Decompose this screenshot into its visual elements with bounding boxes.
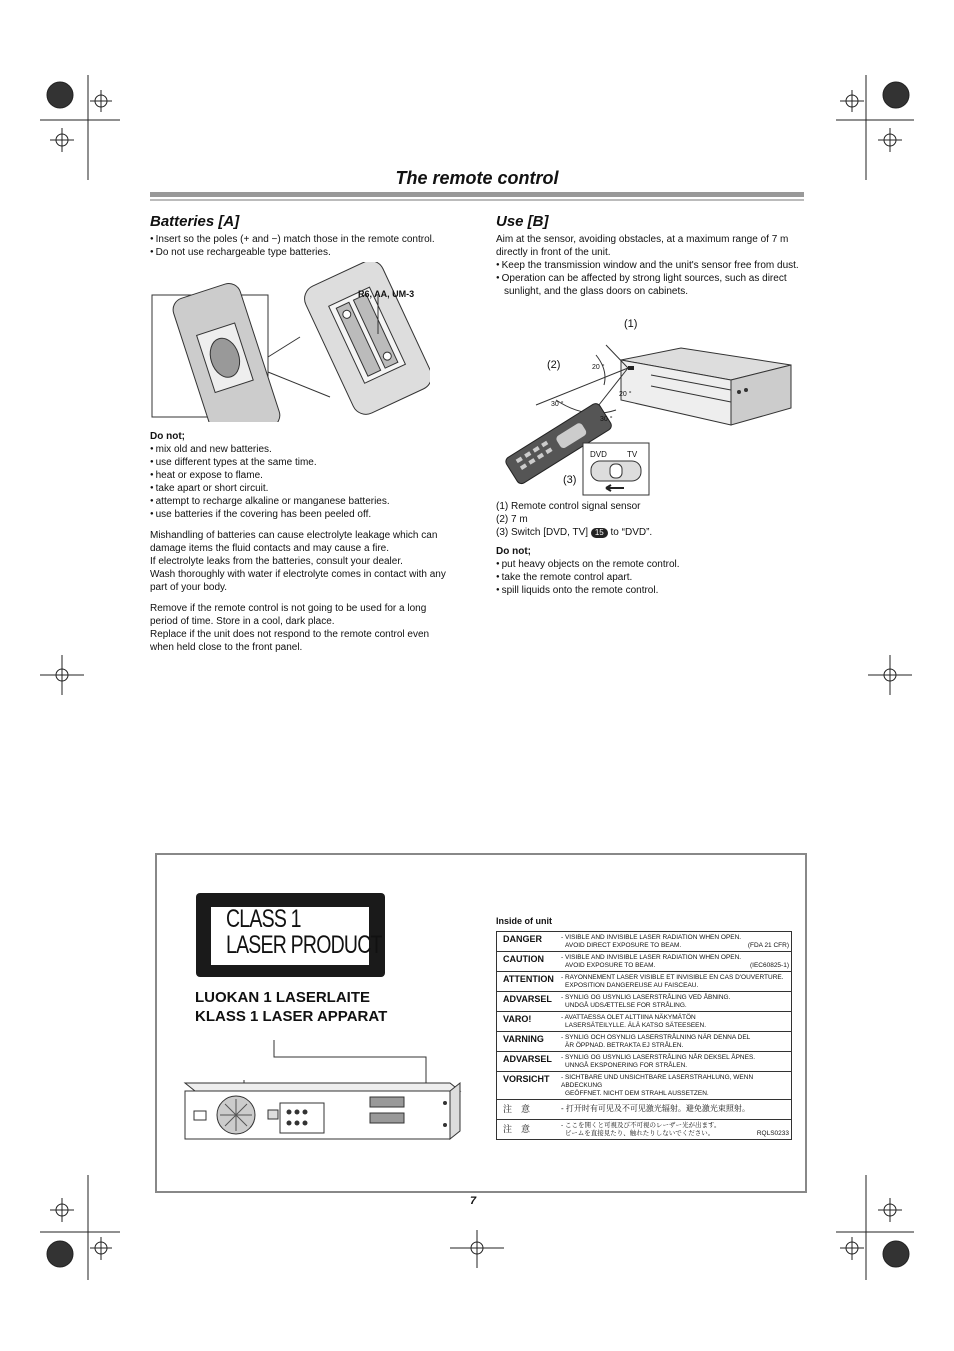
page-number: 7: [470, 1195, 477, 1207]
warning-ref: (FDA 21 CFR): [747, 942, 789, 949]
warning-line: GEÖFFNET. NICHT DEM STRAHL AUSSETZEN.: [565, 1090, 709, 1097]
warning-line: - RAYONNEMENT LASER VISIBLE ET INVISIBLE EN CAS D'OUVERTURE.: [561, 974, 784, 981]
switch-dvd-label: DVD: [590, 450, 607, 459]
warning-line: EXPOSITION DANGEREUSE AU FAISCEAU.: [565, 982, 699, 989]
laser-warning-table: [496, 931, 792, 1140]
warning-label: VARO!: [503, 1014, 532, 1024]
page-ref-badge: 15: [591, 528, 608, 538]
warning-line: ビームを直接見たり、触れたりしないでください。: [565, 1130, 715, 1137]
warning-line: - VISIBLE AND INVISIBLE LASER RADIATION WHEN OPEN.: [561, 934, 742, 941]
laser-class-line2: LASER PRODUCT: [226, 931, 382, 959]
use-do-not-1: ● put heavy objects on the remote control.: [496, 558, 806, 571]
batteries-para2-l2: period of time. Store in a cool, dark place.: [150, 616, 335, 627]
warning-line: AVOID DIRECT EXPOSURE TO BEAM.: [565, 942, 682, 949]
unit-rear-panel: [180, 1035, 465, 1145]
warning-label: CAUTION: [503, 954, 544, 964]
warning-label: VARNING: [503, 1034, 544, 1044]
remote-use-illustration: [496, 330, 796, 500]
batteries-para2-l3: Replace if the unit does not respond to the remote control even: [150, 629, 430, 640]
legend-3-pre: (3) Switch [DVD, TV]: [496, 527, 589, 538]
angle-label-3: 30 °: [551, 401, 564, 408]
use-do-not-heading: Do not;: [496, 546, 531, 557]
warning-line: - SYNLIG OG USYNLIG LASERSTRÅLING NÅR DEKSEL ÅPNES.: [561, 1054, 756, 1061]
laser-class-translations: [195, 988, 387, 1026]
callout-3: (3): [563, 474, 577, 486]
warning-line: AVOID EXPOSURE TO BEAM.: [565, 962, 656, 969]
warning-line: - 打开时有可见及不可见激光辐射。避免激光束照射。: [561, 1104, 750, 1113]
switch-tv-label: TV: [627, 450, 638, 459]
warning-line: UNNGÅ EKSPONERING FOR STRÅLEN.: [565, 1062, 688, 1069]
klass-text: KLASS 1 LASER APPARAT: [195, 1008, 388, 1025]
legend-3: [496, 526, 806, 539]
angle-label-2: 20 °: [619, 391, 632, 398]
batteries-para2-l1: Remove if the remote control is not going to be used for a long: [150, 603, 427, 614]
legend-2: (2) 7 m: [496, 514, 528, 525]
batteries-do-not: [150, 430, 470, 654]
angle-label-1: 20 °: [592, 364, 605, 371]
warning-row: [497, 1052, 791, 1072]
warning-row: [497, 1072, 791, 1100]
batteries-do-not-heading: Do not;: [150, 431, 185, 442]
use-do-not-2: ● take the remote control apart.: [496, 571, 806, 584]
warning-line: - VISIBLE AND INVISIBLE LASER RADIATION WHEN OPEN.: [561, 954, 742, 961]
warning-line: - AVATTAESSA OLET ALTTIINA NÄKYMÄTÖN: [561, 1014, 696, 1021]
batteries-para1-l3: If electrolyte leaks from the batteries, consult your dealer.: [150, 556, 403, 567]
warning-label: ADVARSEL: [503, 994, 552, 1004]
warning-label: DANGER: [503, 934, 543, 944]
batteries-bullet-2: ● Do not use rechargeable type batteries.: [150, 246, 470, 259]
warning-row: [497, 932, 791, 952]
use-bullet-1: ● Keep the transmission window and the unit's sensor free from dust.: [496, 259, 806, 272]
battery-type-label: R6, AA, UM-3: [358, 289, 415, 299]
warning-row: [497, 1120, 791, 1139]
batteries-do-not-3: ● heat or expose to flame.: [150, 469, 470, 482]
laser-class-line1: CLASS 1: [226, 905, 301, 933]
use-bullet-2: ● Operation can be affected by strong light sources, such as direct sunlight, and the glass doors on cabinets.: [496, 272, 806, 298]
laser-class-text: [226, 906, 382, 958]
batteries-heading: Batteries [A]: [150, 213, 240, 230]
warning-row: [497, 992, 791, 1012]
warning-line: - ここを開くと可視及び不可視のレーザー光が出ます。: [561, 1122, 721, 1129]
legend-1: (1) Remote control signal sensor: [496, 501, 641, 512]
battery-illustration: [150, 262, 430, 422]
warning-line: - SYNLIG OG USYNLIG LASERSTRÅLING VED ÅBNING.: [561, 994, 731, 1001]
use-legend: [496, 500, 806, 597]
batteries-para1-l5: part of your body.: [150, 582, 228, 593]
inside-of-unit-label: Inside of unit: [496, 916, 552, 926]
batteries-para2-l4: when held close to the front panel.: [150, 642, 303, 653]
warning-label: 注 意: [503, 1104, 531, 1114]
warning-row: [497, 1100, 791, 1120]
page-title: The remote control: [395, 168, 559, 188]
use-heading: Use [B]: [496, 213, 549, 230]
warning-line: LASERSÄTEILYLLE. ÄLÄ KATSO SÄTEESEEN.: [565, 1022, 707, 1029]
use-intro-l1: Aim at the sensor, avoiding obstacles, at a maximum range of 7 m: [496, 234, 789, 245]
batteries-bullet-1: ● Insert so the poles (+ and −) match those in the remote control.: [150, 233, 470, 246]
batteries-do-not-2: ● use different types at the same time.: [150, 456, 470, 469]
warning-row: [497, 1012, 791, 1032]
title-rule-thin: [150, 199, 804, 201]
legend-3-post: to “DVD”.: [610, 527, 653, 538]
warning-line: ÄR ÖPPNAD. BETRAKTA EJ STRÅLEN.: [565, 1042, 684, 1049]
use-intro: [496, 233, 806, 298]
callout-1: (1): [624, 318, 638, 330]
batteries-do-not-1: ● mix old and new batteries.: [150, 443, 470, 456]
title-rule: [150, 192, 804, 197]
warning-row: [497, 952, 791, 972]
batteries-bullets: [150, 233, 470, 259]
batteries-do-not-5: ● attempt to recharge alkaline or manganese batteries.: [150, 495, 470, 508]
luokan-text: LUOKAN 1 LASERLAITE: [195, 989, 371, 1006]
warning-label: 注 意: [503, 1124, 531, 1134]
warning-ref: (IEC60825-1): [749, 962, 789, 969]
warning-label: VORSICHT: [503, 1074, 550, 1084]
warning-label: ADVARSEL: [503, 1054, 552, 1064]
batteries-para1-l2: damage items the fluid contacts and may cause a fire.: [150, 543, 390, 554]
warning-row: [497, 972, 791, 992]
warning-line: - SYNLIG OCH OSYNLIG LASERSTRÅLNING NÄR DENNA DEL: [561, 1034, 751, 1041]
warning-line: - SICHTBARE UND UNSICHTBARE LASERSTRAHLUNG, WENN ABDECKUNG: [561, 1074, 754, 1089]
warning-ref: RQLS0233: [756, 1130, 789, 1137]
warning-line: UNDGÅ UDSÆTTELSE FOR STRÅLING.: [565, 1002, 687, 1009]
batteries-para1-l1: Mishandling of batteries can cause electrolyte leakage which can: [150, 530, 438, 541]
angle-label-4: 30 °: [600, 416, 613, 423]
batteries-do-not-4: ● take apart or short circuit.: [150, 482, 470, 495]
callout-2: (2): [547, 359, 561, 371]
use-do-not-3: ● spill liquids onto the remote control.: [496, 584, 806, 597]
use-intro-l2: directly in front of the unit.: [496, 247, 611, 258]
batteries-para1-l4: Wash thoroughly with water if electrolyte comes in contact with any: [150, 569, 446, 580]
batteries-do-not-6: ● use batteries if the covering has been peeled off.: [150, 508, 470, 521]
warning-label: ATTENTION: [503, 974, 554, 984]
warning-row: [497, 1032, 791, 1052]
